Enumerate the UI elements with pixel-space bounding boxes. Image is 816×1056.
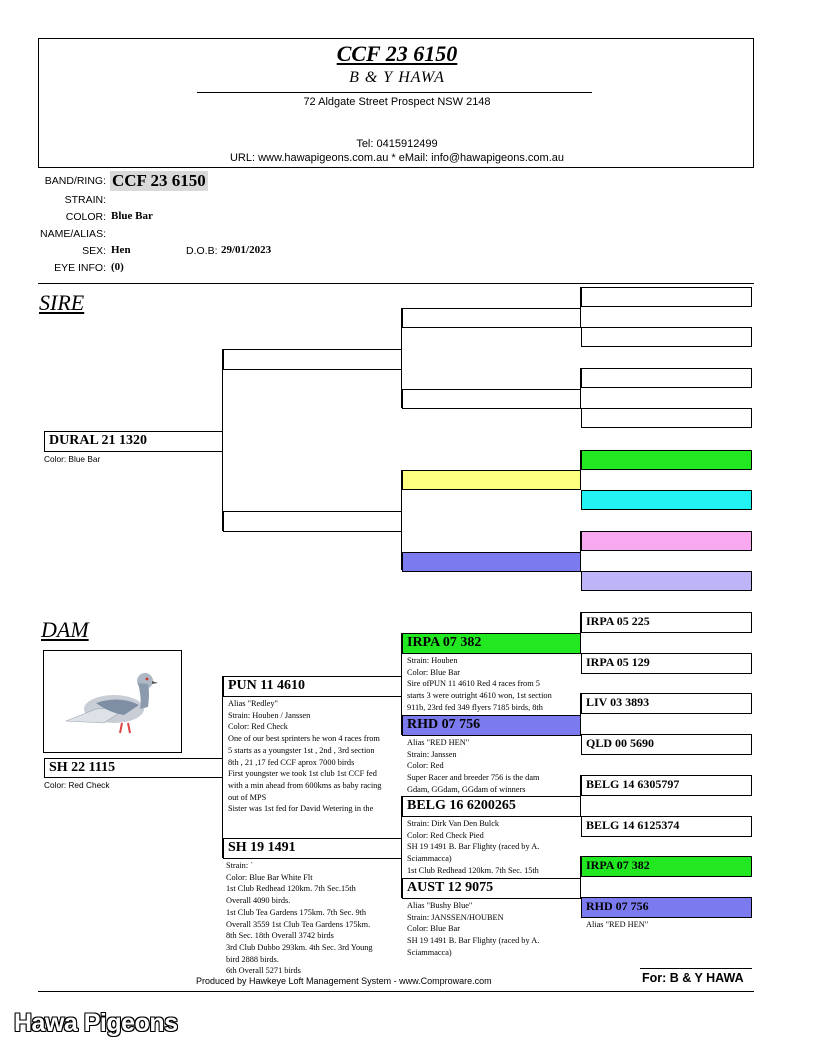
gen3-notes <box>407 737 579 797</box>
gen4-box[interactable] <box>581 856 752 877</box>
gen4-box[interactable] <box>581 612 752 633</box>
note-line: Strain: Janssen <box>407 749 457 759</box>
gen3-box[interactable] <box>402 552 581 572</box>
sire-title: SIRE <box>39 290 85 315</box>
gen3-box[interactable] <box>402 308 581 328</box>
note-line: 1st Club Redhead 120km. 7th Sec. 15th <box>407 865 539 875</box>
gen3-ring: RHD 07 756 <box>407 717 481 732</box>
gen4-ring: QLD 00 5690 <box>586 736 655 750</box>
note-line: One of our best sprinters he won 4 races from <box>228 734 380 744</box>
note-line: Sciammacca) <box>407 854 452 864</box>
header-url: URL: www.hawapigeons.com.au * eMail: info@hawapigeons.com.au <box>229 152 564 164</box>
gen3-box-belg[interactable] <box>402 796 581 817</box>
note-line: Overall 3559 1st Club Tea Gardens 175km. <box>226 919 371 929</box>
gen4-box[interactable] <box>581 816 752 837</box>
gen3-box-rhd[interactable] <box>402 715 581 736</box>
gen4-ring: IRPA 05 129 <box>586 655 650 669</box>
eye-info-label: EYE INFO: <box>54 262 106 274</box>
note-line: bird 2888 birds. <box>226 954 279 964</box>
note-line: Strain: Houben <box>407 656 458 665</box>
note-line: 1st Club Tea Gardens 175km. 7th Sec. 9th <box>226 907 367 917</box>
note-line: 1st Club Redhead 120km. 7th Sec.15th <box>226 884 356 894</box>
gen3-box[interactable] <box>402 389 581 409</box>
sire-ring: DURAL 21 1320 <box>49 433 148 448</box>
sire-sire-box[interactable] <box>223 349 402 370</box>
header-owner: B & Y HAWA <box>349 69 445 86</box>
note-line: SH 19 1491 B. Bar Flighty (raced by A. <box>407 936 540 946</box>
dob-label: D.O.B: <box>186 245 218 257</box>
strain-label: STRAIN: <box>64 194 106 206</box>
dam-dam-notes <box>226 860 400 978</box>
gen3-ring: BELG 16 6200265 <box>407 798 516 813</box>
for-owner: For: B & Y HAWA <box>642 971 744 985</box>
gen4-ring: RHD 07 756 <box>586 899 649 913</box>
note-line: 5 starts as a youngster 1st , 2nd , 3rd section <box>228 745 375 755</box>
note-line: Super Racer and breeder 756 is the dam <box>407 773 540 783</box>
pigeon-photo <box>43 650 182 753</box>
sire-box[interactable] <box>44 431 223 452</box>
dam-sire-ring: PUN 11 4610 <box>228 678 305 693</box>
sire-dam-box[interactable] <box>223 511 402 532</box>
note-line: 3rd Club Dubbo 293km. 4th Sec. 3rd Young <box>226 942 373 952</box>
note-line: 6th Overall 5271 birds <box>226 966 301 976</box>
note-line: Color: Blue Bar <box>407 667 461 677</box>
note-line: 911b, 23rd fed 349 flyers 7185 birds, 8th <box>407 702 543 712</box>
note-line: Sire ofPUN 11 4610 Red 4 races from 5 <box>407 679 540 689</box>
gen4-ring: LIV 03 3893 <box>586 695 650 709</box>
gen4-ring: IRPA 07 382 <box>586 858 650 872</box>
sire-color: Color: Blue Bar <box>44 454 101 464</box>
pedigree-header <box>38 38 754 168</box>
dam-color: Color: Red Check <box>44 780 110 790</box>
note-line: Alias "Bushy Blue" <box>407 901 473 910</box>
gen4-box[interactable] <box>581 653 752 674</box>
note-line: out of MPS <box>228 792 267 802</box>
sex-value: Hen <box>111 244 131 256</box>
gen3-box-aust[interactable] <box>402 878 581 899</box>
name-alias-label: NAME/ALIAS: <box>40 228 106 240</box>
gen3-ring: AUST 12 9075 <box>407 880 494 895</box>
gen4-box[interactable] <box>581 531 752 551</box>
produced-by: Produced by Hawkeye Loft Management System - www.Comproware.com <box>196 976 492 986</box>
gen3-box-irpa[interactable] <box>402 633 581 654</box>
gen4-box[interactable] <box>581 408 752 428</box>
header-ring-number: CCF 23 6150 <box>336 41 458 66</box>
dam-dam-ring: SH 19 1491 <box>228 840 296 855</box>
note-line: First youngster we took 1st club 1st CCF fed <box>228 769 377 779</box>
note-line: Sciammacca) <box>407 947 452 957</box>
gen3-notes <box>407 818 579 878</box>
gen4-box[interactable] <box>581 693 752 714</box>
gen4-box[interactable] <box>581 571 752 591</box>
gen4-ring: BELG 14 6305797 <box>586 777 680 791</box>
gen4-box[interactable] <box>581 327 752 347</box>
header-phone: Tel: 0415912499 <box>356 138 438 150</box>
pigeon-image <box>44 651 181 752</box>
note-line: Alias "Redley" <box>228 699 278 708</box>
note-line: Sister was 1st fed for David Wetering in the <box>228 804 374 814</box>
note-line: Strain: JANSSEN/HOUBEN <box>407 912 504 922</box>
note-line: 8th Sec. 18th Overall 3742 birds <box>226 931 334 941</box>
dam-connector <box>222 676 223 858</box>
gen4-box[interactable] <box>581 490 752 510</box>
note-line: SH 19 1491 B. Bar Flighty (raced by A. <box>407 842 540 852</box>
note-line: Color: Red Check Pied <box>407 830 484 840</box>
note-line: Strain: Dirk Van Den Bulck <box>407 819 500 828</box>
note-line: Strain: Houben / Janssen <box>228 710 311 720</box>
note-line: 8th , 21 ,17 fed CCF aprox 7000 birds <box>228 757 355 767</box>
dam-sire-box[interactable] <box>223 676 402 697</box>
gen3-ring: IRPA 07 382 <box>407 635 482 650</box>
gen4-box[interactable] <box>581 368 752 388</box>
note-line: Color: Blue Bar White Flt <box>226 872 313 882</box>
eye-info-value: (0) <box>111 261 124 273</box>
note-line: Color: Blue Bar <box>407 924 461 934</box>
dam-dam-box[interactable] <box>223 838 402 859</box>
color-label: COLOR: <box>65 211 106 223</box>
gen3-notes <box>407 655 579 715</box>
gen4-box[interactable] <box>581 734 752 755</box>
signature-line <box>640 968 752 969</box>
sex-label: SEX: <box>82 245 106 257</box>
watermark-text: Hawa Pigeons <box>14 1009 178 1037</box>
note-line: Color: Red Check <box>228 722 288 732</box>
note-line: Overall 4090 birds. <box>226 896 291 906</box>
gen4-box[interactable] <box>581 897 752 918</box>
header-divider <box>197 92 592 93</box>
gen4-rhd-alias: Alias "RED HEN" <box>586 920 649 929</box>
gen3-notes <box>407 900 579 962</box>
dam-sire-notes <box>228 698 400 820</box>
note-line: with a min ahead from 600kms as baby racing <box>228 780 382 790</box>
band-label: BAND/RING: <box>44 175 106 187</box>
dam-box[interactable] <box>44 758 223 778</box>
note-line: Gdam, GGdam, GGdam of winners <box>407 784 526 794</box>
footer-divider <box>38 991 754 992</box>
gen4-ring: IRPA 05 225 <box>586 614 650 628</box>
color-value: Blue Bar <box>111 210 153 222</box>
dam-ring: SH 22 1115 <box>49 760 116 775</box>
header-address: 72 Aldgate Street Prospect NSW 2148 <box>303 96 491 108</box>
gen4-box[interactable] <box>581 450 752 470</box>
note-line: Strain: ` <box>226 861 253 870</box>
gen4-box[interactable] <box>581 287 752 307</box>
note-line: Alias "RED HEN" <box>407 738 470 747</box>
note-line: Color: Red <box>407 761 444 771</box>
gen4-ring: BELG 14 6125374 <box>586 818 680 832</box>
sire-connector <box>222 349 223 531</box>
info-divider <box>38 283 754 284</box>
gen3-box[interactable] <box>402 470 581 490</box>
dob-value: 29/01/2023 <box>221 244 272 256</box>
dam-title: DAM <box>41 617 89 642</box>
note-line: starts 3 were outright 4610 won, 1st section <box>407 691 552 701</box>
band-value: CCF 23 6150 <box>112 171 206 190</box>
gen4-box[interactable] <box>581 775 752 796</box>
